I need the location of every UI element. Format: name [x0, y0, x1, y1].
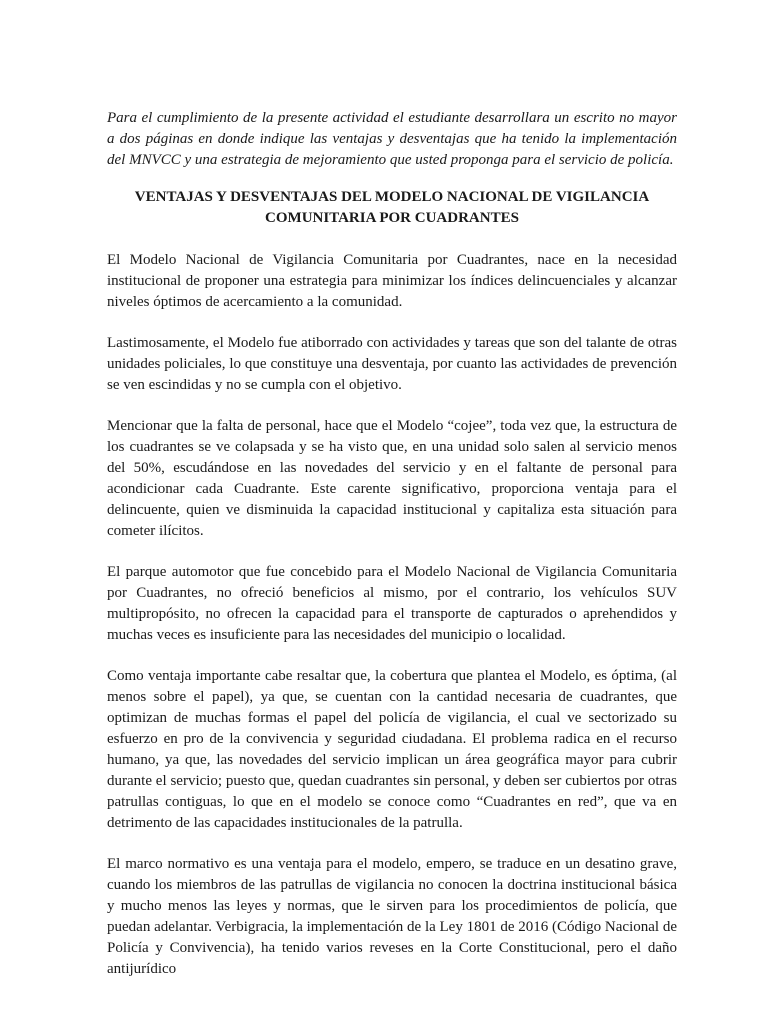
paragraph-4: El parque automotor que fue concebido para el Modelo Nacional de Vigilancia Comunitaria por Cuadrantes, no ofreció beneficios al mismo, por el contrario, los vehículos SUV multipropósito, no ofrecen la capacidad para el transporte de capturados o aprehendidos y muchas veces es insuficiente para las necesidades del municipio o localidad. — [107, 564, 677, 643]
document-body — [107, 108, 677, 980]
paragraph-5: Como ventaja importante cabe resaltar que, la cobertura que plantea el Modelo, es óptima, (al menos sobre el papel), ya que, se cuentan con la cantidad necesaria de cuadrantes, que optimizan de muchas formas el papel del policía de vigilancia, el cual ve sectorizado su esfuerzo en pro de la convivencia y seguridad ciudadana. El problema radica en el recurso humano, ya que, las novedades del servicio implican un área geográfica mayor para cubrir durante el servicio; puesto que, quedan cuadrantes sin personal, y deben ser cubiertos por otras patrullas contiguas, lo que en el modelo se conoce como “Cuadrantes en red”, que va en detrimento de las capacidades institucionales de la patrulla. — [107, 668, 677, 831]
section-heading: VENTAJAS Y DESVENTAJAS DEL MODELO NACIONAL DE VIGILANCIA COMUNITARIA POR CUADRANTES — [134, 189, 650, 226]
paragraph-2: Lastimosamente, el Modelo fue atiborrado con actividades y tareas que son del talante de otras unidades policiales, lo que constituye una desventaja, por cuanto las actividades de prevención se ven escindidas y no se cumpla con el objetivo. — [107, 335, 677, 393]
assignment-instructions: Para el cumplimiento de la presente actividad el estudiante desarrollara un escrito no mayor a dos páginas en donde indique las ventajas y desventajas que ha tenido la implementación del MNVCC y una estrategia de mejoramiento que usted proponga para el servicio de policía. — [107, 110, 677, 168]
paragraph-6: El marco normativo es una ventaja para el modelo, empero, se traduce en un desatino grave, cuando los miembros de las patrullas de vigilancia no conocen la doctrina institucional básica y mucho menos las leyes y normas, que le sirven para los procedimientos de policía, que puedan adelantar. Verbigracia, la implementación de la Ley 1801 de 2016 (Código Nacional de Policía y Convivencia), ha tenido varios reveses en la Corte Constitucional, pero el daño antijurídico — [107, 856, 677, 977]
paragraph-1: El Modelo Nacional de Vigilancia Comunitaria por Cuadrantes, nace en la necesidad institucional de proponer una estrategia para minimizar los índices delincuenciales y alcanzar niveles óptimos de acercamiento a la comunidad. — [107, 252, 677, 310]
paragraph-3: Mencionar que la falta de personal, hace que el Modelo “cojee”, toda vez que, la estructura de los cuadrantes se ve colapsada y se ha visto que, en una unidad solo salen al servicio menos del 50%, escudándose en las novedades del servicio y en el faltante de personal para acondicionar cada Cuadrante. Este carente significativo, proporciona ventaja para el delincuente, quien ve disminuida la capacidad institucional y capitaliza esta situación para cometer ilícitos. — [107, 418, 677, 539]
